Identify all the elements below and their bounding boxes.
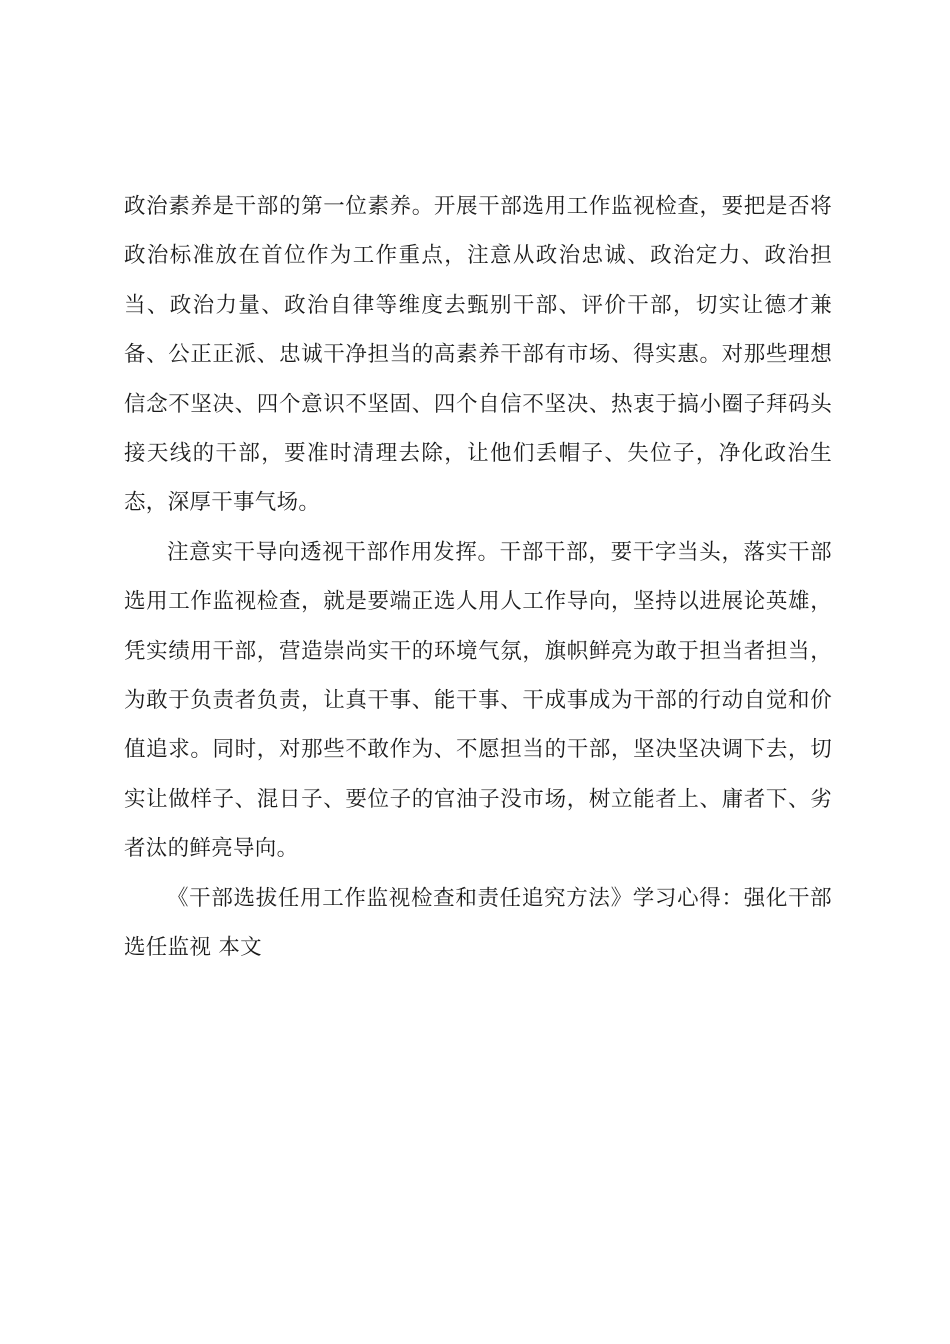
paragraph-practical-orientation: 注意实干导向透视干部作用发挥。干部干部，要干字当头，落实干部选用工作监视检查，就是要端正选人用人工作导向，坚持以进展论英雄，凭实绩用干部，营造崇尚实干的环境气氛，旗帜鲜亮为敢于担当者担当，为敢于负责者负责，让真干事、能干事、干成事成为干部的行动自觉和价值追求。同时，对那些不敢作为、不愿担当的干部，坚决坚决调下去，切实让做样子、混日子、要位子的官油子没市场，树立能者上、庸者下、劣者汰的鲜亮导向。 — [124, 539, 832, 862]
document-body — [124, 182, 832, 973]
paragraph-title-note: 《干部选拔任用工作监视检查和责任追究方法》学习心得：强化干部选任监视 本文 — [124, 885, 832, 961]
paragraph-political-quality: 政治素养是干部的第一位素养。开展干部选用工作监视检查，要把是否将政治标准放在首位作为工作重点，注意从政治忠诚、政治定力、政治担当、政治力量、政治自律等维度去甄别干部、评价干部，切实让德才兼备、公正正派、忠诚干净担当的高素养干部有市场、得实惠。对那些理想信念不坚决、四个意识不坚固、四个自信不坚决、热衷于搞小圈子拜码头接天线的干部，要准时清理去除，让他们丢帽子、失位子，净化政治生态，深厚干事气场。 — [124, 194, 832, 516]
